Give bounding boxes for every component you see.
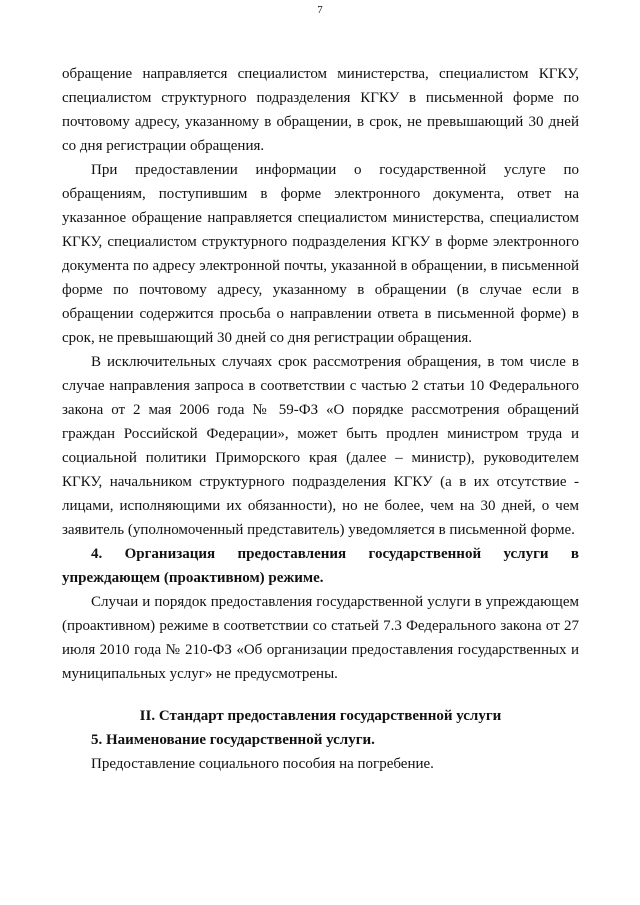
paragraph-electronic-response: При предоставлении информации о государственной услуге по обращениям, поступившим в форме электронного документа, ответ на указанное обращение направляется специалистом министерства, специалистом КГКУ, специалистом структурного подразделения КГКУ в форме электронного документа по адресу электронной почты, указанной в обращении, в письменной форме по почтовому адресу, указанному в обращении (в случае если в обращении содержится просьба о направлении ответа в письменной форме) в срок, не превышающий 30 дней со дня регистрации обращения.	[62, 162, 579, 346]
page-number: 7	[317, 4, 323, 16]
heading-proactive-mode: 4. Организация предоставления государственной услуги в упреждающем (проактивном) режиме.	[62, 546, 579, 586]
section-title-standard: II. Стандарт предоставления государственной услуги	[139, 708, 502, 724]
heading-service-name: 5. Наименование государственной услуги.	[91, 732, 375, 748]
paragraph-service-name: Предоставление социального пособия на погребение.	[91, 756, 434, 772]
document-body	[62, 62, 579, 776]
paragraph-proactive-not-provided: Случаи и порядок предоставления государственной услуги в упреждающем (проактивном) режиме в соответствии со статьей 7.3 Федерального закона от 27 июля 2010 года № 210-ФЗ «Об организации предоставления государственных и муниципальных услуг» не предусмотрены.	[62, 594, 579, 682]
paragraph-extension-of-term: В исключительных случаях срок рассмотрения обращения, в том числе в случае направления запроса в соответствии с частью 2 статьи 10 Федерального закона от 2 мая 2006 года № 59-ФЗ «О порядке рассмотрения обращений граждан Российской Федерации», может быть продлен министром труда и социальной политики Приморского края (далее – министр), руководителем КГКУ, начальником структурного подразделения КГКУ (а в их отсутствие - лицами, исполняющими их обязанности), но не более, чем на 30 дней, о чем заявитель (уполномоченный представитель) уведомляется в письменной форме.	[62, 354, 579, 538]
paragraph-response-by-mail: обращение направляется специалистом министерства, специалистом КГКУ, специалистом структурного подразделения КГКУ в письменной форме по почтовому адресу, указанному в обращении, в срок, не превышающий 30 дней со дня регистрации обращения.	[62, 66, 579, 154]
